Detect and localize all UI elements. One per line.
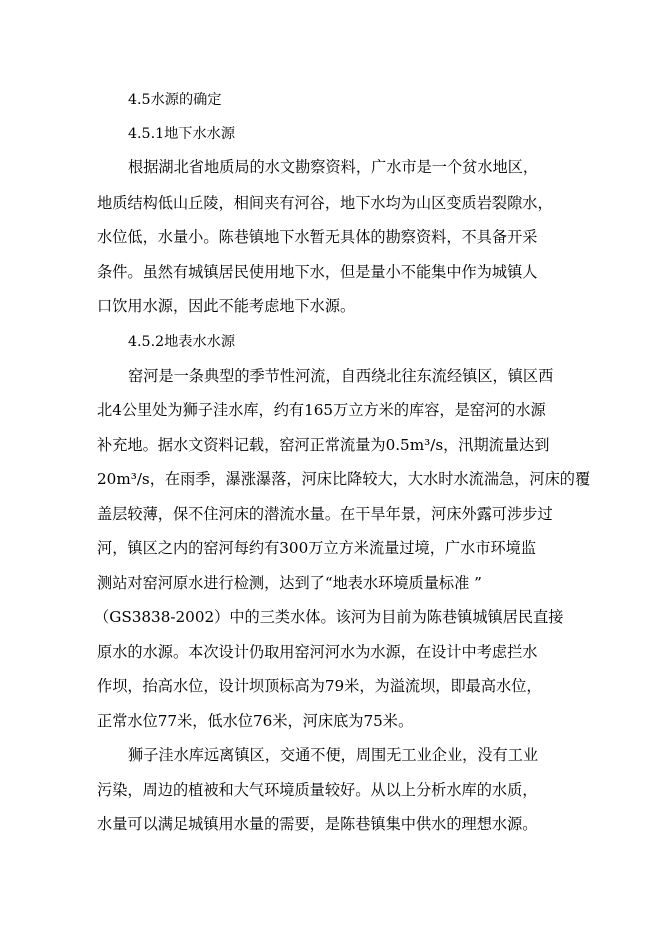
paragraph-line: 条件。虽然有城镇居民使用地下水，但是量小不能集中作为城镇人 [97, 263, 538, 281]
paragraph-line: 河，镇区之内的窑河每约有300万立方米流量过境，广水市环境监 [97, 539, 537, 557]
paragraph-line: 原水的水源。本次设计仍取用窑河河水为水源，在设计中考虑拦水 [97, 643, 538, 661]
paragraph-line: 水位低，水量小。陈巷镇地下水暂无具体的勘察资料，不具备开采 [97, 228, 538, 246]
paragraph-line: 污染，周边的植被和大气环境质量较好。从以上分析水库的水质， [97, 781, 538, 799]
paragraph-line: 正常水位77米，低水位76米，河床底为75米。 [97, 712, 414, 730]
paragraph-line: （GS3838-2002）中的三类水体。该河为目前为陈巷镇城镇居民直接 [94, 608, 564, 626]
paragraph-line: 20m³/s，在雨季，瀑涨瀑落，河床比降较大，大水时水流湍急，河床的覆 [97, 470, 591, 488]
paragraph-line: 作坝，抬高水位，设计坝顶标高为79米，为溢流坝，即最高水位， [97, 677, 542, 695]
paragraph-line: 补充地。据水文资料记载，窑河正常流量为0.5m³/s，汛期流量达到 [97, 436, 550, 454]
paragraph-line: 盖层较薄，保不住河床的潜流水量。在干旱年景，河床外露可涉步过 [97, 505, 553, 523]
paragraph-line: 测站对窑河原水进行检测，达到了“地表水环境质量标准 ” [97, 574, 482, 592]
heading-4-5-2: 4.5.2地表水水源 [128, 334, 236, 350]
paragraph-line: 根据湖北省地质局的水文勘察资料，广水市是一个贫水地区， [128, 158, 539, 176]
paragraph-line: 地质结构低山丘陵，相间夹有河谷，地下水均为山区变质岩裂隙水， [97, 194, 553, 212]
heading-4-5: 4.5水源的确定 [128, 92, 222, 108]
paragraph-line: 北4公里处为狮子洼水库，约有165万立方米的库容，是窑河的水源 [97, 401, 546, 419]
paragraph-line: 窑河是一条典型的季节性河流，自西绕北往东流经镇区，镇区西 [128, 367, 554, 385]
paragraph-line: 口饮用水源，因此不能考虑地下水源。 [97, 297, 356, 315]
paragraph-line: 狮子洼水库远离镇区，交通不便，周围无工业企业，没有工业 [128, 746, 539, 764]
paragraph-line: 水量可以满足城镇用水量的需要，是陈巷镇集中供水的理想水源。 [97, 815, 538, 833]
heading-4-5-1: 4.5.1地下水水源 [128, 126, 236, 142]
